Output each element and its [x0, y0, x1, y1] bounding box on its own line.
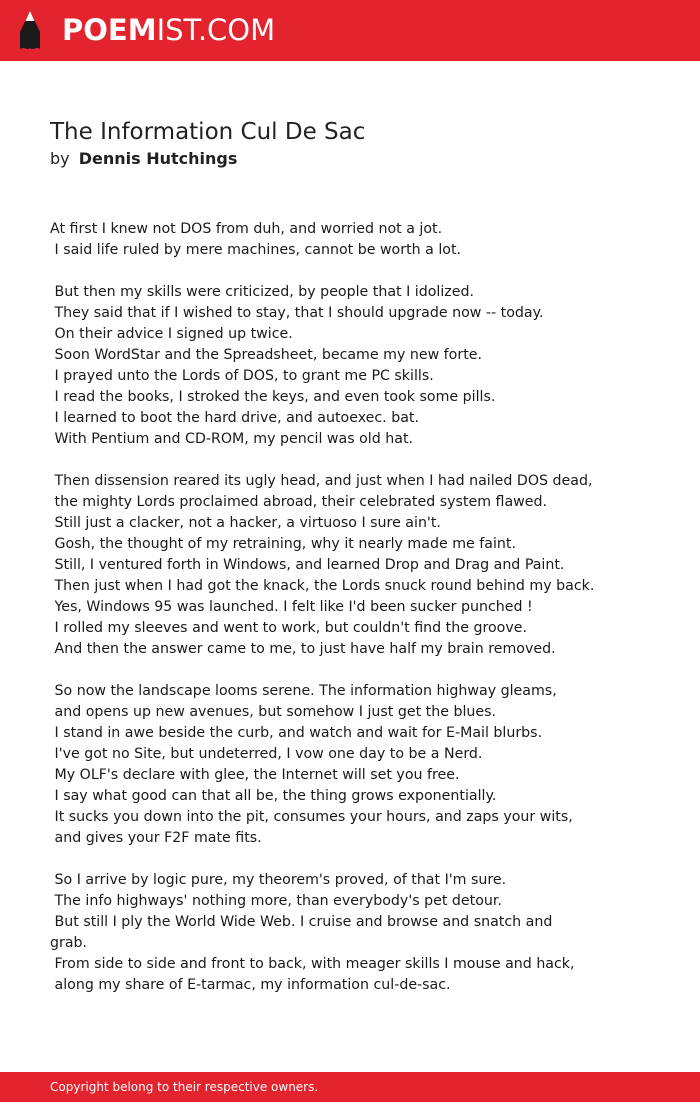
pencil-tip-icon	[18, 10, 42, 52]
poem-line: But then my skills were criticized, by people that I idolized.	[50, 284, 475, 300]
author-name[interactable]: Dennis Hutchings	[78, 149, 238, 168]
poem-line: Yes, Windows 95 was launched. I felt like I'd been sucker punched !	[50, 599, 533, 615]
poem-line: I said life ruled by mere machines, cannot be worth a lot.	[50, 242, 462, 258]
poem-line: At first I knew not DOS from duh, and worried not a jot.	[50, 221, 443, 237]
poem-line: From side to side and front to back, with meager skills I mouse and hack,	[50, 956, 575, 972]
site-header	[0, 0, 700, 61]
poem-line: They said that if I wished to stay, that I should upgrade now -- today.	[50, 305, 544, 321]
poem-line: Then just when I had got the knack, the Lords snuck round behind my back.	[50, 578, 595, 594]
site-logo[interactable]	[62, 12, 275, 48]
logo-light-text: IST.COM	[156, 13, 276, 47]
poem-line: I read the books, I stroked the keys, and even took some pills.	[50, 389, 496, 405]
site-footer	[0, 1072, 700, 1102]
poem-line: I say what good can that all be, the thing grows exponentially.	[50, 788, 497, 804]
poem-line: Still, I ventured forth in Windows, and learned Drop and Drag and Paint.	[50, 557, 565, 573]
poem-line: I prayed unto the Lords of DOS, to grant me PC skills.	[50, 368, 434, 384]
poem-body	[50, 219, 610, 996]
stanza-break	[50, 450, 610, 471]
poem-line: grab.	[50, 935, 88, 951]
poem-line: It sucks you down into the pit, consumes your hours, and zaps your wits,	[50, 809, 573, 825]
stanza-break	[50, 261, 610, 282]
poem-line: I've got no Site, but undeterred, I vow one day to be a Nerd.	[50, 746, 483, 762]
poem-line: With Pentium and CD-ROM, my pencil was old hat.	[50, 431, 414, 447]
logo-bold-text: POEM	[62, 13, 157, 47]
poem-line: and gives your F2F mate fits.	[50, 830, 262, 846]
poem-line: the mighty Lords proclaimed abroad, their celebrated system flawed.	[50, 494, 548, 510]
poem-line: The info highways' nothing more, than everybody's pet detour.	[50, 893, 502, 909]
poem-line: Soon WordStar and the Spreadsheet, became my new forte.	[50, 347, 482, 363]
poem-line: So now the landscape looms serene. The information highway gleams,	[50, 683, 557, 699]
poem-line: and opens up new avenues, but somehow I just get the blues.	[50, 704, 497, 720]
poem-line: But still I ply the World Wide Web. I cruise and browse and snatch and	[50, 914, 553, 930]
poem-line: along my share of E-tarmac, my information cul-de-sac.	[50, 977, 451, 993]
poem-line: Then dissension reared its ugly head, and just when I had nailed DOS dead,	[50, 473, 593, 489]
poem-line: My OLF's declare with glee, the Internet will set you free.	[50, 767, 460, 783]
stanza-break	[50, 660, 610, 681]
byline	[50, 149, 237, 169]
by-label: by	[50, 149, 70, 168]
poem-line: Gosh, the thought of my retraining, why it nearly made me faint.	[50, 536, 516, 552]
stanza-break	[50, 849, 610, 870]
poem-line: I stand in awe beside the curb, and watch and wait for E-Mail blurbs.	[50, 725, 543, 741]
poem-line: I rolled my sleeves and went to work, but couldn't find the groove.	[50, 620, 527, 636]
poem-line: I learned to boot the hard drive, and autoexec. bat.	[50, 410, 419, 426]
poem-line: Still just a clacker, not a hacker, a virtuoso I sure ain't.	[50, 515, 441, 531]
copyright-text: Copyright belong to their respective owners.	[50, 1080, 319, 1094]
poem-line: On their advice I signed up twice.	[50, 326, 293, 342]
poem-line: And then the answer came to me, to just have half my brain removed.	[50, 641, 556, 657]
poem-title: The Information Cul De Sac	[50, 119, 366, 145]
poem-line: So I arrive by logic pure, my theorem's proved, of that I'm sure.	[50, 872, 507, 888]
